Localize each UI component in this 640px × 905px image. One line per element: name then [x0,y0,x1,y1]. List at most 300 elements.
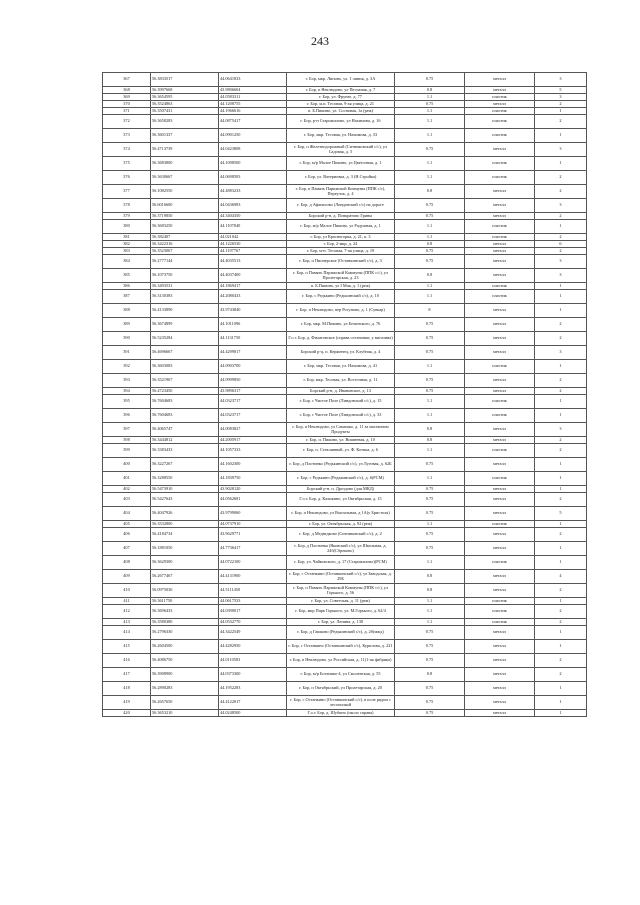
count-cell: 2 [535,185,587,199]
count-cell: 2 [535,493,587,507]
latitude-cell: 56.3532800 [151,521,219,528]
volume-cell: 0.8 [395,269,465,283]
volume-cell: 1.1 [395,234,465,241]
longitude-cell: 44.0875417 [219,115,287,129]
longitude-cell: 44.1057333 [219,444,287,458]
longitude-cell: 44.0373300 [219,668,287,682]
row-number-cell: 375 [103,157,151,171]
count-cell: 3 [535,199,587,213]
row-number-cell: 411 [103,598,151,605]
latitude-cell: 56.4065747 [151,423,219,437]
longitude-cell: 44.0698583 [219,171,287,185]
count-cell: 1 [535,626,587,640]
longitude-cell: 44.0532770 [219,619,287,626]
table-row [103,493,587,507]
material-cell: металл [465,626,535,640]
count-cell: 1 [535,696,587,710]
longitude-cell: 44.0083827 [219,423,287,437]
latitude-cell: 56.3654595 [151,94,219,101]
longitude-cell: 44.4035513 [219,255,287,269]
table-row [103,87,587,94]
volume-cell: 1.1 [395,619,465,626]
table-row [103,423,587,437]
count-cell: 2 [535,605,587,619]
row-number-cell: 383 [103,248,151,255]
row-number-cell: 401 [103,472,151,486]
latitude-cell: 56.4133890 [151,304,219,318]
row-number-cell: 419 [103,696,151,710]
count-cell: 1 [535,220,587,234]
material-cell: пластик [465,395,535,409]
volume-cell: 0.8 [395,437,465,444]
latitude-cell: 56.3603083 [151,360,219,374]
address-cell: г. Бор, п Память Парижской Коммуны (ППК с/с), Переулок, д. 4 [287,185,395,199]
volume-cell: 1.1 [395,521,465,528]
count-cell: 2 [535,101,587,108]
material-cell: металл [465,493,535,507]
longitude-cell: 44.0641833 [219,73,287,87]
address-cell: г. Бор, п. Пикино, ул. Вишневая, д. 10 [287,437,395,444]
latitude-cell: 56.1881050 [151,542,219,556]
latitude-cell: 56.3629300 [151,556,219,570]
address-cell: г. Бор, п Память Парижской Коммуны (ППК с/с), ул Пролетарская, д. 23 [287,269,395,283]
count-cell: 4 [535,570,587,584]
latitude-cell: 56.3601337 [151,129,219,143]
latitude-cell: 56.5427643 [151,493,219,507]
count-cell: 1 [535,409,587,423]
latitude-cell: 56.0975030 [151,584,219,598]
material-cell: металл [465,213,535,220]
latitude-cell: 56.4086750 [151,654,219,668]
material-cell: пластик [465,234,535,241]
volume-cell: 0.75 [395,374,465,388]
count-cell: 2 [535,171,587,185]
table-row [103,318,587,332]
address-cell: г. Бор, ул. Чайковского, д. 17 (Старожилово)(РСМ) [287,556,395,570]
latitude-cell: 56.1073750 [151,269,219,283]
longitude-cell: 44.1011096 [219,318,287,332]
count-cell: 1 [535,290,587,304]
table-row [103,458,587,472]
material-cell: металл [465,241,535,248]
table-row [103,346,587,360]
volume-cell: 0.75 [395,640,465,654]
row-number-cell: 402 [103,486,151,493]
count-cell: 1 [535,710,587,717]
material-cell: металл [465,486,535,493]
count-cell: 2 [535,318,587,332]
address-cell: г. Бор, с Чистое Поле (Линдовский с/с), д. 15 [287,395,395,409]
address-cell: г. Бор, м/р Ботанико-4, ул Смоленская, д. 55 [287,668,395,682]
table-row [103,521,587,528]
address-cell: г. Бор, мкр. Тесовая, ул. Восточная, д. 11 [287,374,395,388]
row-number-cell: 387 [103,290,151,304]
row-number-cell: 420 [103,710,151,717]
address-cell: г. Бор, ул. Октябрьская, д. 92 (реж) [287,521,395,528]
row-number-cell: 398 [103,437,151,444]
material-cell: металл [465,437,535,444]
count-cell: 3 [535,73,587,87]
table-row [103,374,587,388]
row-number-cell: 399 [103,444,151,458]
row-number-cell: 406 [103,528,151,542]
latitude-cell: 56.5473910 [151,486,219,493]
registry-body [103,73,587,717]
volume-cell: 1.1 [395,409,465,423]
latitude-cell: 56.3523067 [151,248,219,255]
volume-cell: 0.75 [395,101,465,108]
latitude-cell: 56.382407 [151,234,219,241]
table-row [103,73,587,87]
table-row [103,199,587,213]
latitude-cell: 56.3493531 [151,283,219,290]
longitude-cell: 43.9743840 [219,304,287,318]
latitude-cell: 56.2890283 [151,682,219,696]
table-row [103,654,587,668]
volume-cell: 1.1 [395,157,465,171]
material-cell: металл [465,570,535,584]
count-cell: 1 [535,129,587,143]
table-row [103,626,587,640]
volume-cell: 0.75 [395,486,465,493]
row-number-cell: 380 [103,220,151,234]
address-cell: г. Бор, д Плотинко (Редькинский с/с), ул Луговая, д. 62Б [287,458,395,472]
count-cell: 3 [535,143,587,157]
row-number-cell: 377 [103,185,151,199]
longitude-cell: 44.0722100 [219,556,287,570]
table-row [103,437,587,444]
longitude-cell: 43.9806604 [219,87,287,94]
longitude-cell: 44.1602300 [219,458,287,472]
table-row [103,486,587,493]
address-cell: г. Бор, ул. Ватериовка, д. 3 (Н.Стройка) [287,171,395,185]
count-cell: 2 [535,584,587,598]
longitude-cell: 44.7736417 [219,542,287,556]
row-number-cell: 414 [103,626,151,640]
address-cell: г. Бор, р-н Старожилово, ул Нахимова, д. 16 [287,115,395,129]
count-cell: 3 [535,423,587,437]
table-row [103,584,587,598]
row-number-cell: 417 [103,668,151,682]
table-row [103,185,587,199]
longitude-cell: 44.1226530 [219,241,287,248]
material-cell: металл [465,654,535,668]
row-number-cell: 386 [103,283,151,290]
table-row [103,157,587,171]
volume-cell: 1.1 [395,129,465,143]
volume-cell: 0.75 [395,710,465,717]
count-cell: 2 [535,248,587,255]
count-cell: 1 [535,395,587,409]
address-cell: п. Б.Пикино, ул I Мая, д. 1 (реж) [287,283,395,290]
volume-cell: 0.75 [395,255,465,269]
material-cell: металл [465,185,535,199]
material-cell: пластик [465,444,535,458]
table-row [103,290,587,304]
latitude-cell: 56.3683800 [151,157,219,171]
latitude-cell: 56.3630667 [151,171,219,185]
longitude-cell: 44.4131900 [219,570,287,584]
longitude-cell: 44.021042 [219,234,287,241]
material-cell: металл [465,640,535,654]
longitude-cell: 44.4122017 [219,696,287,710]
address-cell: г. Бор, д Афанасово (Линдовский с/с) на дороге [287,199,395,213]
material-cell: металл [465,696,535,710]
latitude-cell: 56.3674899 [151,318,219,332]
table-row [103,696,587,710]
latitude-cell: 56.3719850 [151,213,219,220]
address-cell: Г.о.г. Бор, д. Шубино (около справа) [287,710,395,717]
address-cell: г. Бор, п Неклюдово, ул Российская, д. 11(1-ая фабрика) [287,654,395,668]
longitude-cell: 44.1952283 [219,682,287,696]
latitude-cell: 56.3524863 [151,101,219,108]
longitude-cell: 44.0617533 [219,598,287,605]
longitude-cell: 44.0323717 [219,409,287,423]
longitude-cell: 44.1197767 [219,248,287,255]
count-cell: 2 [535,213,587,220]
volume-cell: 0.75 [395,199,465,213]
address-cell: г. Бор, мкр. М.Пикино, ул Белинского, д. 76 [287,318,395,332]
latitude-cell: 56.4047926 [151,507,219,521]
row-number-cell: 392 [103,360,151,374]
latitude-cell: 56.3383433 [151,444,219,458]
count-cell: 1 [535,472,587,486]
latitude-cell: 56.6016600 [151,199,219,213]
address-cell: г. Бор, п Железнодорожный (Ситниковский с/с), ул Садовая, д. 5 [287,143,395,157]
material-cell: металл [465,374,535,388]
latitude-cell: 56.3611750 [151,598,219,605]
address-cell: г. Бор, д Медведково (Ситниковский с/с), д. 2 [287,528,395,542]
volume-cell: 0.8 [395,570,465,584]
count-cell: 1 [535,521,587,528]
longitude-cell: 44.1839750 [219,472,287,486]
latitude-cell: 56.3696433 [151,605,219,619]
volume-cell: 0.8 [395,584,465,598]
table-row [103,143,587,157]
address-cell: г. Бор, п. Стеклянный, ул. Ф. Котика, д. 6 [287,444,395,458]
row-number-cell: 368 [103,87,151,94]
table-row [103,248,587,255]
row-number-cell: 373 [103,129,151,143]
table-row [103,388,587,395]
table-row [103,472,587,486]
table-row [103,241,587,248]
latitude-cell: 56.3507431 [151,108,219,115]
count-cell: 6 [535,241,587,248]
longitude-cell: 44.0901250 [219,129,287,143]
longitude-cell: 43.9629771 [219,528,287,542]
count-cell: 5 [535,87,587,94]
material-cell: металл [465,458,535,472]
address-cell: г. Бор, п Неклюдово, ул Вокзальная, д 1А(у Бристоля) [287,507,395,521]
latitude-cell: 56.3908900 [151,668,219,682]
count-cell: 2 [535,388,587,395]
longitude-cell: 44.0390017 [219,605,287,619]
volume-cell: 1.1 [395,108,465,115]
count-cell: 1 [535,157,587,171]
longitude-cell: 44.0737910 [219,521,287,528]
row-number-cell: 415 [103,640,151,654]
table-row [103,360,587,374]
material-cell: пластик [465,171,535,185]
count-cell: 1 [535,640,587,654]
count-cell: 2 [535,374,587,388]
table-row [103,171,587,185]
material-cell: металл [465,101,535,108]
material-cell: металл [465,388,535,395]
latitude-cell: 56.3521967 [151,374,219,388]
material-cell: металл [465,528,535,542]
count-cell: 2 [535,115,587,129]
address-cell: г. Бор, п Неклюдово, ул Песчаная, д. 7 [287,87,395,94]
material-cell: пластик [465,283,535,290]
row-number-cell: 376 [103,171,151,185]
count-cell: 2 [535,332,587,346]
volume-cell: 0.75 [395,654,465,668]
volume-cell: 0.75 [395,458,465,472]
material-cell: пластик [465,360,535,374]
latitude-cell: 56.2777144 [151,255,219,269]
table-row [103,283,587,290]
material-cell: пластик [465,521,535,528]
page-number: 243 [311,34,329,48]
longitude-cell: 44.1966616 [219,108,287,115]
volume-cell: 1.1 [395,395,465,409]
count-cell: 2 [535,437,587,444]
address-cell: г. Бор, с Редькино (Редькинский с/с), д. 10 [287,290,395,304]
volume-cell: 1.1 [395,360,465,374]
longitude-cell: 44.1107840 [219,220,287,234]
table-row [103,605,587,619]
latitude-cell: 56.3130383 [151,290,219,304]
table-row [103,269,587,283]
material-cell: пластик [465,129,535,143]
row-number-cell: 418 [103,682,151,696]
table-row [103,556,587,570]
material-cell: металл [465,318,535,332]
table-row [103,528,587,542]
container-site-registry-table [102,72,587,717]
latitude-cell: 56.3997668 [151,87,219,94]
count-cell: 1 [535,486,587,493]
longitude-cell: 44.4883233 [219,185,287,199]
address-cell: Борский р-н, п. Дроздово (для МКД) [287,486,395,493]
latitude-cell: 56.2604500 [151,640,219,654]
material-cell: металл [465,332,535,346]
row-number-cell: 393 [103,374,151,388]
longitude-cell: 44.1208755 [219,101,287,108]
row-number-cell: 391 [103,346,151,360]
address-cell: г. Бор, п Неклюдово, ул Самашко, д. 11 за магазином Продукты [287,423,395,437]
material-cell: металл [465,710,535,717]
row-number-cell: 390 [103,332,151,346]
longitude-cell: 44.3422549 [219,626,287,640]
latitude-cell: 56.5235284 [151,332,219,346]
latitude-cell: 56.7604683 [151,395,219,409]
row-number-cell: 384 [103,255,151,269]
latitude-cell: 56.7604683 [151,409,219,423]
count-cell: 2 [535,528,587,542]
row-number-cell: 378 [103,199,151,213]
material-cell: металл [465,87,535,94]
longitude-cell: 44.5111450 [219,584,287,598]
address-cell: г. Бор, мкр Парк Горького, ул. М.Горького, д. 62/4 [287,605,395,619]
row-number-cell: 410 [103,584,151,598]
longitude-cell: 44.0248500 [219,710,287,717]
longitude-cell: 43.9028120 [219,486,287,493]
longitude-cell: 44.0903700 [219,360,287,374]
count-cell: 2 [535,668,587,682]
row-number-cell: 400 [103,458,151,472]
count-cell: 1 [535,458,587,472]
volume-cell: 0.8 [395,87,465,94]
address-cell: Борский р-н, д. Понкратово Грины [287,213,395,220]
material-cell: пластик [465,409,535,423]
address-cell: г. Бор, с Останкино (Останкинский с/с), ул Заводская, д. 29Б [287,570,395,584]
latitude-cell: 56.2796330 [151,626,219,640]
address-cell: г. Бор, п Пионерское (Останкинский с/с), д. 3 [287,255,395,269]
row-number-cell: 369 [103,94,151,101]
material-cell: металл [465,668,535,682]
table-row [103,409,587,423]
table-row [103,542,587,556]
row-number-cell: 388 [103,304,151,318]
latitude-cell: 56.4696667 [151,346,219,360]
address-cell: г. Бор, п Память Парижской Коммуны (ППК с/с), ул Горького, д. 56 [287,584,395,598]
count-cell: 1 [535,542,587,556]
address-cell: г. Бор, с Чистое Поле (Линдовский с/с), д. 33 [287,409,395,423]
material-cell: металл [465,248,535,255]
longitude-cell: 43.9896317 [219,388,287,395]
address-cell: г. Бор, м/р Малое Пикино, ул Цветочная, д. 1 [287,157,395,171]
table-row [103,598,587,605]
row-number-cell: 395 [103,395,151,409]
address-cell: г. Бор, п Неклюдово, пер Рогуново, д. 1 (Сувкар) [287,304,395,318]
volume-cell: 0.75 [395,346,465,360]
count-cell: 1 [535,556,587,570]
row-number-cell: 379 [103,213,151,220]
address-cell: г. Бор, м/р Малое Пикино, ул Радужная, д. 1 [287,220,395,234]
latitude-cell: 56.3227267 [151,458,219,472]
row-number-cell: 403 [103,493,151,507]
material-cell: пластик [465,605,535,619]
material-cell: металл [465,199,535,213]
longitude-cell: 44.1869417 [219,283,287,290]
longitude-cell: 44.0999850 [219,374,287,388]
material-cell: пластик [465,157,535,171]
count-cell: 3 [535,269,587,283]
volume-cell: 0.75 [395,493,465,507]
address-cell: г. Бор, с Останкино (Останкинский с/с), в поле рядом с лесопилкой [287,696,395,710]
volume-cell: 0.75 [395,507,465,521]
latitude-cell: 56.3422316 [151,241,219,248]
count-cell: 1 [535,108,587,115]
material-cell: металл [465,346,535,360]
address-cell: г. Бор, ул. Ленина, д. 138 [287,619,395,626]
address-cell: г. Бор, д Гашково (Редькинский с/с), д. 2б(мжд) [287,626,395,640]
longitude-cell: 44.4299817 [219,346,287,360]
volume-cell: 1.1 [395,94,465,101]
row-number-cell: 382 [103,241,151,248]
volume-cell: 1.1 [395,171,465,185]
table-row [103,304,587,318]
material-cell: металл [465,507,535,521]
row-number-cell: 381 [103,234,151,241]
count-cell: 3 [535,346,587,360]
volume-cell: 0.75 [395,528,465,542]
material-cell: пластик [465,472,535,486]
longitude-cell: 44.0583311 [219,94,287,101]
